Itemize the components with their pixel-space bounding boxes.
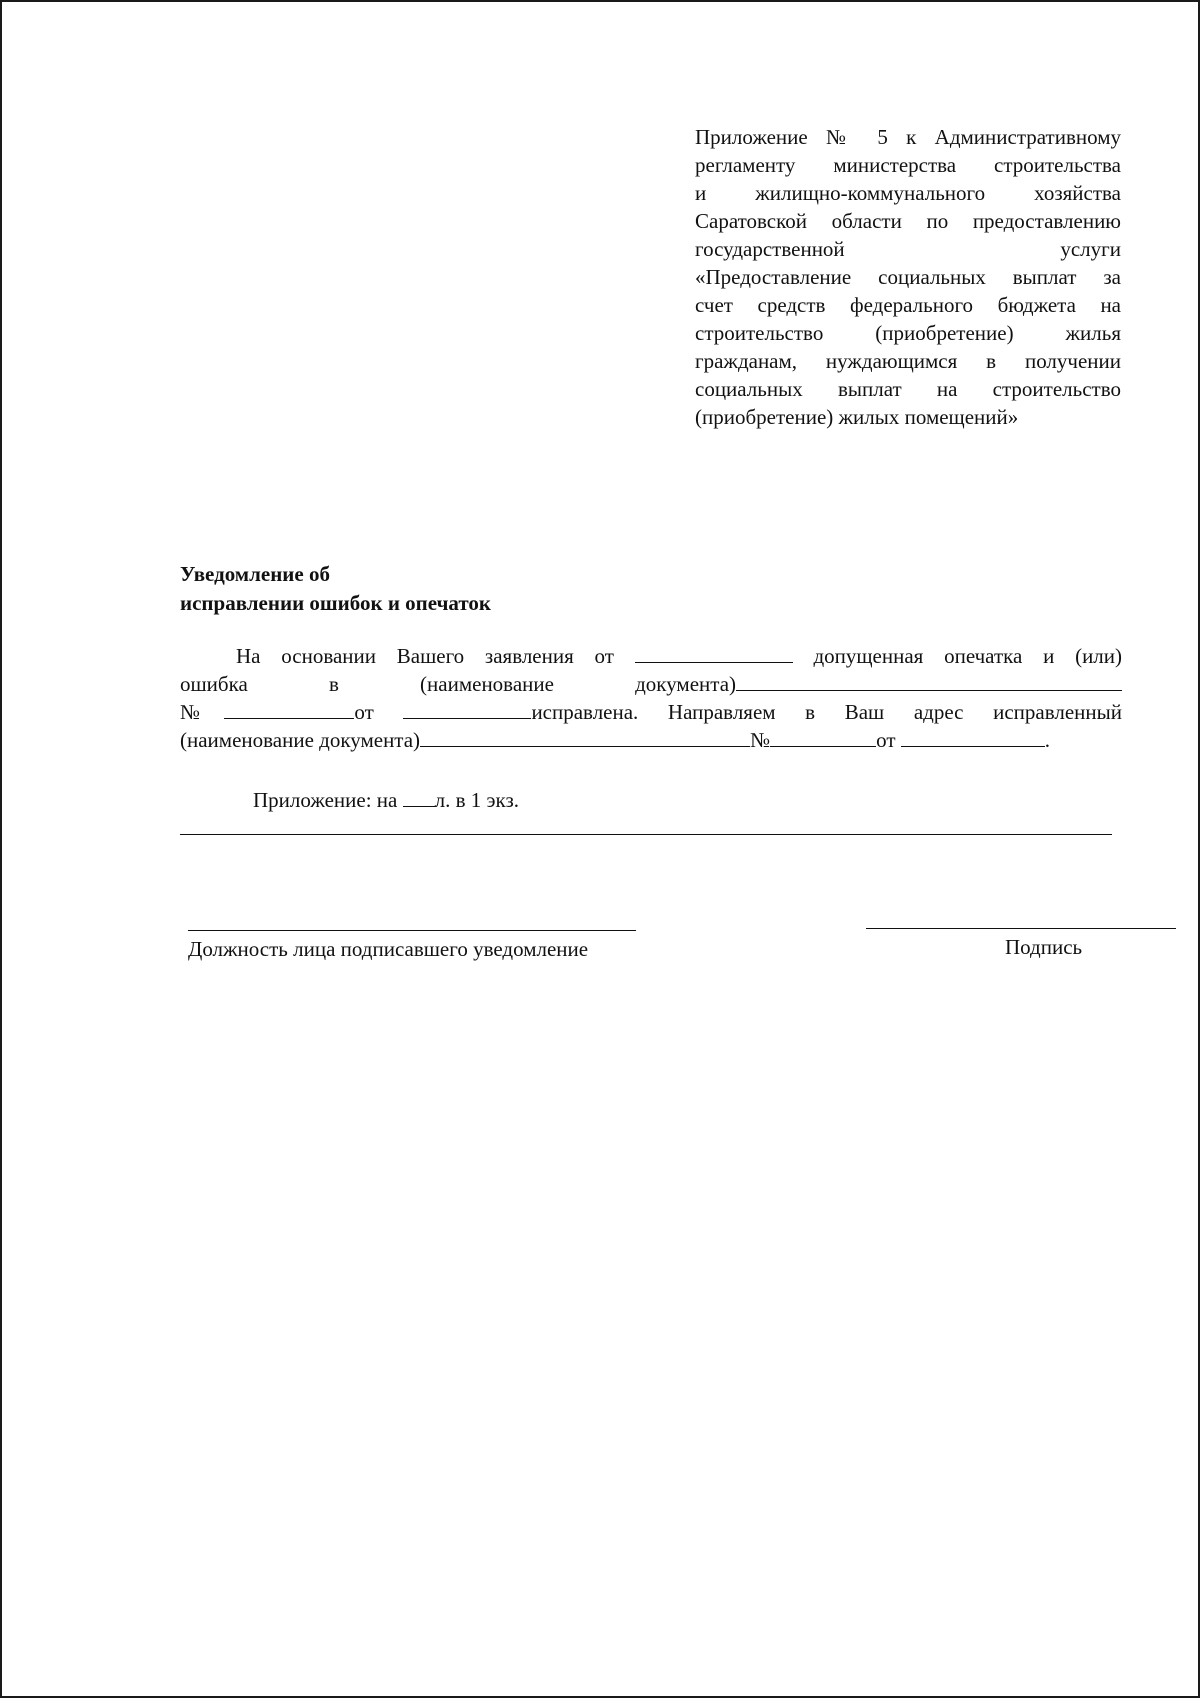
page-border-top: [0, 0, 1200, 2]
signature-caption: Подпись: [1005, 935, 1083, 959]
page-border-left: [0, 0, 2, 1698]
body-text: .: [1044, 728, 1051, 752]
signature-line: [866, 928, 1176, 929]
body-text: [403, 700, 1122, 724]
appendix-line: (приобретение) жилых помещений»: [695, 405, 1019, 429]
notice-title-line-1: Уведомление об: [180, 562, 330, 586]
attachment-prefix: Приложение: на: [253, 788, 398, 812]
appendix-line: гражданам, нуждающимся в получении: [695, 349, 1121, 373]
sheets-count-blank: [403, 786, 435, 807]
number-blank: [224, 698, 354, 719]
appendix-line: «Предоставление социальных выплат за: [695, 265, 1121, 289]
body-text: ошибка: [180, 672, 248, 696]
attachment-suffix: л. в 1 экз.: [434, 788, 519, 812]
body-text-inner: документа): [635, 672, 737, 696]
body-text: На основании Вашего заявления от: [236, 644, 614, 668]
body-text: в: [328, 672, 339, 696]
body-text: от: [876, 728, 896, 752]
document-name-blank: [736, 670, 1122, 691]
position-signature-line: [188, 930, 636, 931]
appendix-line: регламенту министерства строительства: [695, 153, 1121, 177]
body-line-1: [180, 642, 1122, 670]
number-blank: [770, 726, 876, 747]
body-text: [635, 672, 1122, 696]
notice-body: [180, 642, 1122, 754]
appendix-line: государственной услуги: [695, 237, 1121, 261]
appendix-line: Саратовской области по предоставлению: [695, 209, 1121, 233]
appendix-line: Приложение № 5 к Административному: [695, 125, 1121, 149]
appendix-line: социальных выплат на строительство: [695, 377, 1121, 401]
body-text: (наименование: [420, 672, 554, 696]
date-blank: [901, 726, 1045, 747]
body-text: [180, 700, 374, 724]
document-name-blank: [420, 726, 750, 747]
attachment-line: [253, 786, 519, 814]
number-sign: №: [180, 700, 225, 724]
body-text: (наименование документа): [180, 728, 421, 752]
notice-title: [180, 560, 491, 618]
appendix-line: и жилищно-коммунального хозяйства: [695, 181, 1121, 205]
date-blank: [635, 642, 793, 663]
body-line-4: [180, 726, 1122, 754]
position-caption: Должность лица подписавшего уведомление: [188, 937, 589, 961]
date-blank: [403, 698, 531, 719]
separator-line: [180, 834, 1112, 835]
body-text-inner: от: [354, 700, 374, 724]
body-line-3: [180, 698, 1122, 726]
body-text-inner: исправлена. Направляем в Ваш адрес исправленный: [531, 700, 1122, 724]
notice-title-line-2: исправлении ошибок и опечаток: [180, 591, 492, 615]
body-line-2: [180, 670, 1122, 698]
appendix-line: строительство (приобретение) жилья: [695, 321, 1121, 345]
number-sign: №: [750, 728, 771, 752]
body-text: допущенная опечатка и (или): [813, 644, 1123, 668]
appendix-line: счет средств федерального бюджета на: [695, 293, 1121, 317]
appendix-reference: [695, 123, 1121, 431]
